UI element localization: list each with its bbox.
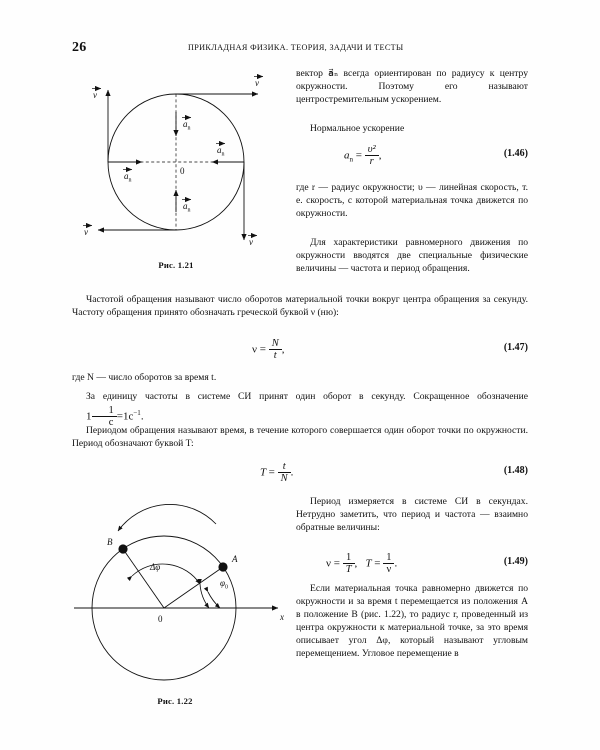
formula-1-46	[296, 140, 528, 170]
velocity-label-bottom-text: v	[84, 227, 88, 237]
wide-paragraph-1	[72, 293, 528, 319]
formula-1-47-eq: =	[259, 343, 266, 356]
right-col-paragraph-1-text: вектор a⃗ₙ всегда ориентирован по радиусу к центру окружности. Поэтому его называют центростремительным ускорением.	[296, 68, 528, 106]
formula-1-46-eq: =	[355, 149, 362, 162]
point-b-marker	[118, 544, 127, 553]
formula-1-49-den-a: T	[343, 563, 355, 576]
right-col-paragraph-4	[296, 236, 528, 275]
accel-label-left	[123, 170, 132, 184]
formula-1-46-lhs: a	[344, 149, 350, 162]
inline-unit-expression: 1 $\frac{1}{с}$ $=1с^{-1}$.	[86, 404, 144, 428]
formula-1-46-numerator: υ²	[367, 143, 376, 155]
delta-phi-arc	[132, 564, 200, 584]
velocity-label-left	[92, 89, 101, 101]
right-col-paragraph-3-text: где r — радиус окружности; υ — линейная скорость, т. е. скорость, с которой материальная точка движется по окружности.	[296, 182, 528, 220]
right-col-paragraph-5-text: Период измеряется в системе СИ в секундах. Нетрудно заметить, что период и частота — взаимно обратные величины:	[296, 496, 528, 534]
inline-unit-den: с	[92, 416, 117, 429]
formula-1-48-number: (1.48)	[503, 465, 528, 476]
point-a-label: A	[232, 554, 238, 564]
accel-label-top-text: $a_n$	[183, 119, 191, 132]
formula-1-49-lhs-a: ν	[326, 557, 331, 570]
accel-label-bottom-text: $a_n$	[183, 201, 191, 214]
x-axis-label: x	[280, 612, 284, 622]
figure-1-22-caption: Рис. 1.22	[157, 696, 193, 706]
velocity-label-right-text: v	[249, 237, 253, 247]
figure-1-21-caption: Рис. 1.21	[158, 260, 194, 270]
formula-1-46-lhs-sub: n	[349, 155, 353, 164]
formula-1-47-number: (1.47)	[503, 342, 528, 353]
formula-1-48-body	[260, 461, 293, 485]
right-col-paragraph-6-text: Если материальная точка равномерно движется по окружности и за время t перемещается из положения A в положение B (рис. 1.22), то радиус r, проведенный из центра окружности к материальной точке, за это время описывает угол Δφ, который называют угловым перемещением. Угловое перемещение в	[296, 583, 528, 660]
right-col-paragraph-6	[296, 582, 528, 661]
formula-1-49-den-b: ν	[383, 563, 394, 576]
point-b-label: B	[107, 537, 113, 547]
formula-1-47	[72, 334, 528, 364]
right-col-paragraph-4-text: Для характеристики равномерного движения по окружности вводятся две специальные физические величины — частота и период обращения.	[296, 237, 528, 275]
formula-1-46-fraction	[365, 144, 379, 168]
formula-1-49-body	[326, 552, 397, 576]
origin-label: 0	[180, 166, 185, 176]
running-title: ПРИКЛАДНАЯ ФИЗИКА. ТЕОРИЯ, ЗАДАЧИ И ТЕСТЫ	[188, 43, 404, 52]
right-col-paragraph-2	[296, 122, 528, 135]
formula-1-47-body	[252, 338, 284, 362]
rotation-direction-arrow	[118, 504, 216, 531]
formula-1-49-number: (1.49)	[503, 556, 528, 567]
wide-paragraph-4	[72, 424, 528, 450]
accel-label-right-text: $a_n$	[217, 145, 225, 158]
phi-zero-arc-inner	[200, 584, 209, 608]
radius-to-b	[123, 549, 164, 608]
phi-zero-label: $\varphi_0$	[220, 578, 228, 591]
formula-1-47-numerator: N	[271, 337, 279, 349]
velocity-label-bottom	[83, 226, 92, 238]
wide-paragraph-1-text: Частотой обращения называют число оборотов материальной точки вокруг центра обращения за секунду. Частоту обращения принято обозначать греческой буквой ν (ню):	[72, 294, 528, 319]
inline-unit-eq: =	[116, 410, 123, 423]
formula-1-49-num-b: 1	[386, 551, 392, 563]
formula-1-48	[72, 457, 528, 487]
wide-paragraph-2	[72, 371, 528, 384]
wide-paragraph-4-text: Периодом обращения называют время, в течение которого совершается один оборот точки по окружности. Период обозначают буквой T:	[72, 425, 528, 450]
formula-1-48-numerator: t	[282, 460, 286, 472]
accel-label-bottom	[182, 200, 191, 214]
phi-zero-arc-outer	[208, 592, 220, 608]
accel-label-right	[216, 144, 225, 158]
formula-1-49-eq-b: =	[374, 557, 381, 570]
formula-1-48-eq: =	[268, 466, 275, 479]
formula-1-49-eq-a: =	[333, 557, 340, 570]
velocity-label-left-text: v	[93, 90, 97, 100]
formula-1-46-tail: ,	[378, 149, 382, 162]
formula-1-49-tail: .	[394, 557, 398, 570]
right-col-paragraph-3	[296, 181, 528, 220]
formula-1-47-fraction	[269, 338, 282, 362]
formula-1-48-lhs: T	[260, 466, 266, 479]
accel-label-top	[182, 118, 191, 132]
running-head	[72, 40, 528, 56]
page-number: 26	[72, 40, 87, 55]
velocity-label-right	[248, 236, 257, 248]
formula-1-46-number: (1.46)	[503, 148, 528, 159]
formula-1-49-fraction-a	[343, 552, 355, 576]
formula-1-46-body	[344, 144, 381, 168]
formula-1-49-separator: ,	[354, 557, 358, 570]
wide-paragraph-3-line-1: За единицу частоты в системе СИ принят один оборот в секунду. Сокращенное обозначение	[86, 391, 528, 402]
formula-1-49-fraction-b	[383, 552, 394, 576]
formula-1-47-lhs: ν	[252, 343, 257, 356]
inline-unit-num: 1	[108, 404, 114, 416]
formula-1-47-tail: ,	[281, 343, 285, 356]
right-col-paragraph-2-text: Нормальное ускорение	[310, 123, 405, 134]
delta-phi-label: Δφ	[150, 562, 161, 572]
point-a-marker	[218, 562, 227, 571]
origin-label: 0	[158, 614, 163, 624]
wide-paragraph-2-text: где N — число оборотов за время t.	[72, 372, 217, 383]
figure-1-22	[56, 500, 294, 712]
formula-1-48-fraction	[278, 461, 291, 485]
formula-1-48-tail: .	[290, 466, 294, 479]
formula-1-48-denominator: N	[278, 472, 291, 485]
inline-unit-exp: −1	[133, 409, 141, 417]
formula-1-46-denominator: r	[365, 155, 379, 168]
formula-1-47-denominator: t	[269, 349, 282, 362]
figure-1-21	[62, 64, 290, 276]
right-col-paragraph-1	[296, 67, 528, 106]
inline-unit-one: 1	[86, 410, 92, 423]
velocity-label-top-text: v	[255, 78, 259, 88]
accel-label-left-text: $a_n$	[124, 171, 132, 184]
velocity-label-top	[254, 77, 263, 89]
inline-unit-rhs: 1с	[122, 410, 134, 423]
formula-1-49-num-a: 1	[346, 551, 352, 563]
formula-1-49	[296, 548, 528, 578]
right-col-paragraph-5	[296, 495, 528, 534]
formula-1-49-lhs-b: T	[365, 557, 372, 570]
figure-1-21-drawing	[62, 64, 290, 260]
figure-1-22-drawing	[56, 500, 294, 696]
